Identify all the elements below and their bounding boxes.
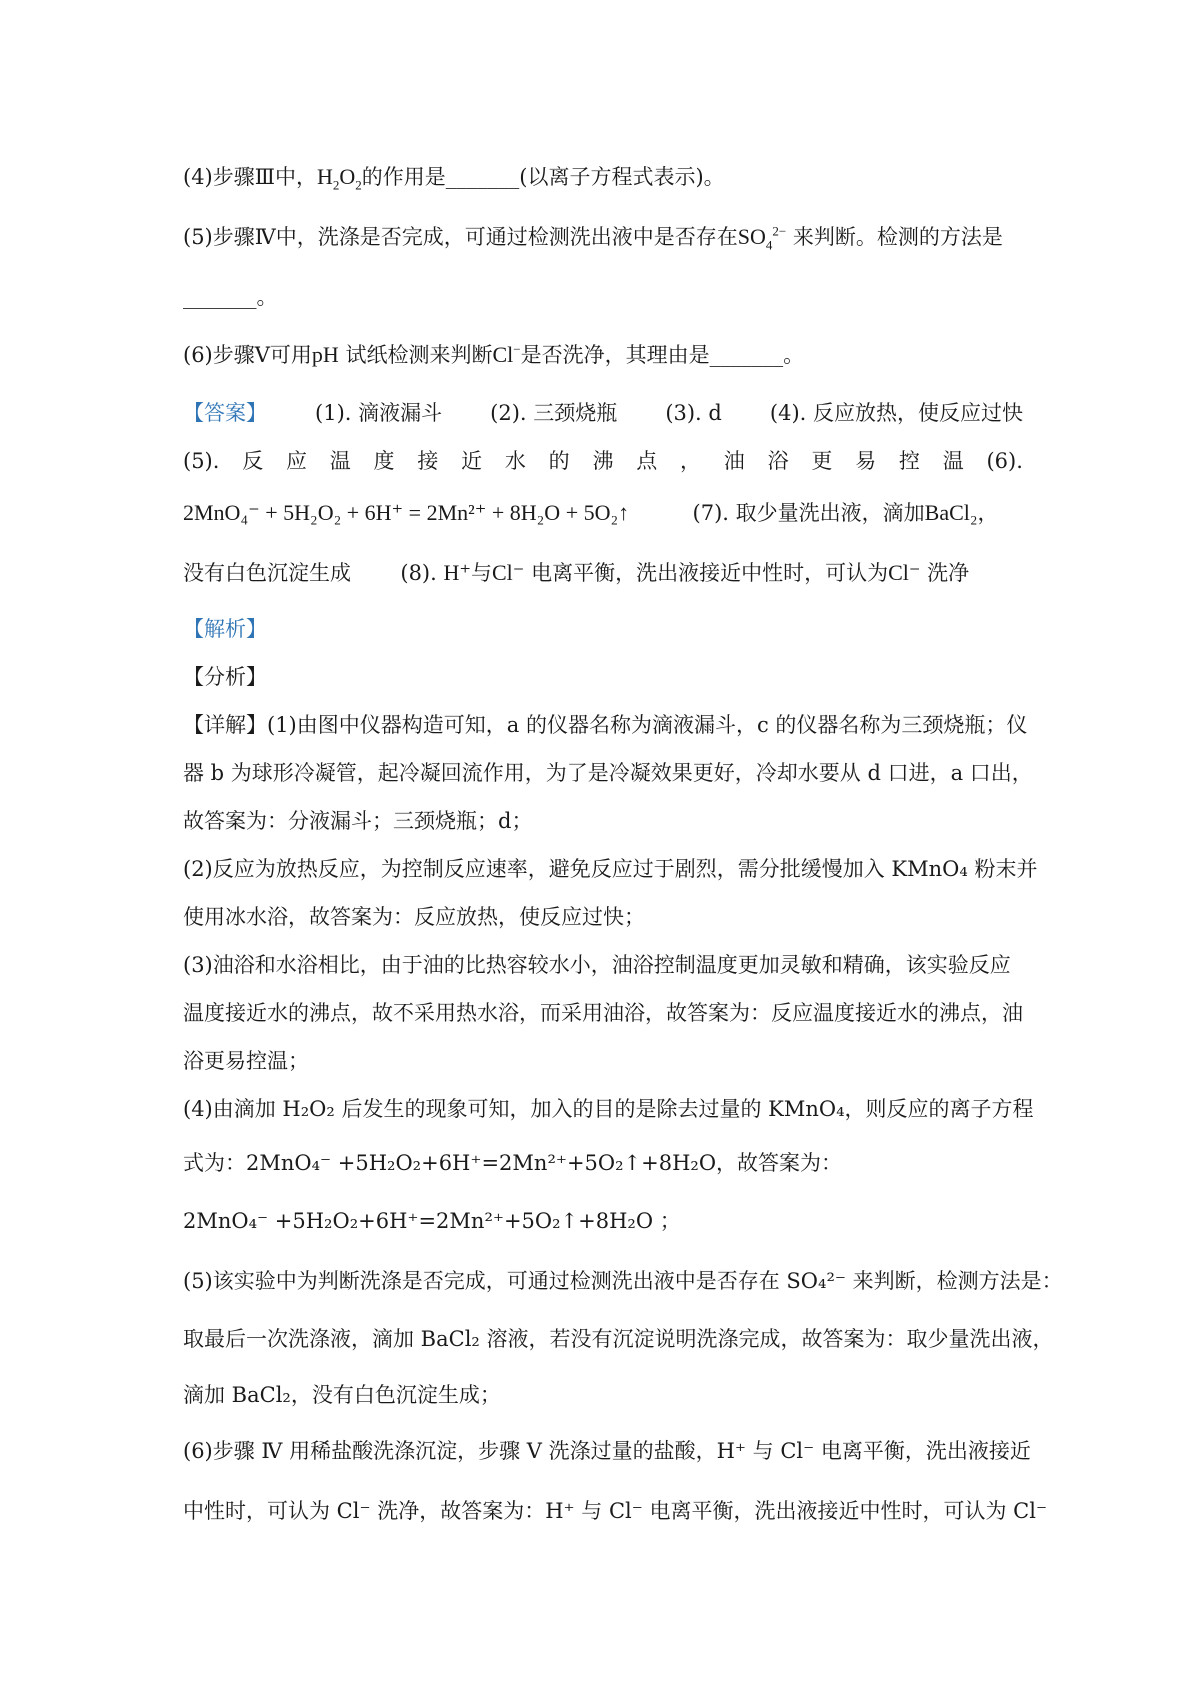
chloride-ion: Cl− <box>492 341 521 367</box>
question-4 <box>183 162 1023 192</box>
detail-5c: 滴加 BaCl₂，没有白色沉淀生成； <box>183 1383 501 1407</box>
detail-6b: 中性时，可认为 Cl⁻ 洗净，故答案为：H⁺ 与 Cl⁻ 电离平衡，洗出液接近中性时，可认为 Cl⁻ <box>183 1499 1048 1523</box>
answer-item-8: (8). <box>400 561 437 585</box>
answer-line3: 2MnO₄⁻ + 5H₂O₂ + 6H⁺ = 2Mn²⁺ + 8H₂O + 5O₂↑ (7). 取少量洗出液，滴加BaCl₂， <box>183 500 999 525</box>
q4-prefix: (4)步骤Ⅲ中， <box>183 165 317 189</box>
detail-4c: 2MnO₄⁻ +5H₂O₂+6H⁺=2Mn²⁺+5O₂↑+8H₂O ； <box>183 1209 681 1233</box>
ph-text: pH <box>311 342 339 367</box>
detail-2a: (2)反应为放热反应，为控制反应速率，避免反应过于剧烈，需分批缓慢加入 KMnO₄ 粉末并 <box>183 857 1038 881</box>
answer-line2-char: 接 <box>417 449 439 473</box>
question-6: (6)步骤Ⅴ可用pH 试纸检测来判断Cl−是否洗净，其理由是_______。 <box>183 341 805 367</box>
detail-5b: 取最后一次洗涤液，滴加 BaCl₂ 溶液，若没有沉淀说明洗涤完成，故答案为：取少量洗出液， <box>183 1327 1054 1351</box>
detail-4b: 式为：2MnO₄⁻ +5H₂O₂+6H⁺=2Mn²⁺+5O₂↑+8H₂O，故答案为： <box>183 1151 843 1175</box>
answer-line2-char: 浴 <box>767 449 789 473</box>
analysis-label: 【解析】 <box>183 617 267 641</box>
answer-line2-char: 油 <box>723 449 745 473</box>
detail-1b: 器 b 为球形冷凝管，起冷凝回流作用，为了是冷凝效果更好，冷却水要从 d 口进，a 口出， <box>183 761 1033 785</box>
answer-line2-char: 近 <box>461 449 483 473</box>
answer-line4: 没有白色沉淀生成 (8). H⁺与Cl⁻ 电离平衡，洗出液接近中性时，可认为Cl⁻ 洗净 <box>183 560 970 585</box>
detail-2b: 使用冰水浴，故答案为：反应放热，使反应过快； <box>183 905 645 929</box>
answer-item-2: (2). 三颈烧瓶 <box>490 401 618 425</box>
answer-line2-char: (5). <box>183 449 220 473</box>
detail-3b: 温度接近水的沸点，故不采用热水浴，而采用油浴，故答案为：反应温度接近水的沸点，油 <box>183 1001 1023 1025</box>
detail-3c: 浴更易控温； <box>183 1049 309 1073</box>
bacl2-formula: BaCl₂ <box>924 500 978 525</box>
answer-item-3: (3). d <box>665 401 722 425</box>
detail-6a: (6)步骤 Ⅳ 用稀盐酸洗涤沉淀，步骤 Ⅴ 洗涤过量的盐酸，H⁺ 与 Cl⁻ 电离平衡，洗出液接近 <box>183 1439 1031 1463</box>
fenxi-label: 【分析】 <box>183 665 267 689</box>
answer-line2-char: 控 <box>898 449 920 473</box>
detail-3a: (3)油浴和水浴相比，由于油的比热容较水小，油浴控制温度更加灵敏和精确，该实验反应 <box>183 953 1011 977</box>
answer-line2-char: 更 <box>811 449 833 473</box>
answer-line2-char: 点 <box>636 449 658 473</box>
answer-line2-char: 沸 <box>592 449 614 473</box>
question-5-line2: _______。 <box>183 285 278 309</box>
answer-label: 【答案】 <box>183 401 267 425</box>
answer-line2-char: 温 <box>329 449 351 473</box>
answer-line2-char: (6). <box>986 449 1023 473</box>
sulfate-ion: $SO_4^{2-}$ <box>737 223 787 253</box>
detail-4a: (4)由滴加 H₂O₂ 后发生的现象可知，加入的目的是除去过量的 KMnO₄，则反应的离子方程 <box>183 1097 1034 1121</box>
answer-item-4: (4). 反应放热，使反应过快 <box>769 401 1023 425</box>
answer-line1 <box>183 398 1023 428</box>
q4-suffix: 的作用是_______(以离子方程式表示)。 <box>361 165 725 189</box>
detail-1a: 【详解】(1)由图中仪器构造可知，a 的仪器名称为滴液漏斗，c 的仪器名称为三颈烧瓶；仪 <box>183 713 1028 737</box>
question-5-line1: (5)步骤Ⅳ中，洗涤是否完成，可通过检测洗出液中是否存在$SO_4^{2-}$ 来判断。检测的方法是 <box>183 223 1003 253</box>
answer-line2-char: 温 <box>942 449 964 473</box>
answer-line2-char: 应 <box>285 449 307 473</box>
answer-line2-char: 反 <box>242 449 264 473</box>
h2o2-formula: $H_2O_2$ <box>317 164 362 193</box>
answer-line2-char: 的 <box>548 449 570 473</box>
answer-line2-char: 易 <box>855 449 877 473</box>
answer-line2 <box>183 446 1023 476</box>
answer-line2-char: 水 <box>504 449 526 473</box>
answer-equation: 2MnO₄⁻ + 5H₂O₂ + 6H⁺ = 2Mn²⁺ + 8H₂O + 5O₂↑ <box>183 500 630 525</box>
answer-line2-char: 度 <box>373 449 395 473</box>
answer-item-1: (1). 滴液漏斗 <box>315 401 443 425</box>
detail-5a: (5)该实验中为判断洗涤是否完成，可通过检测洗出液中是否存在 SO₄²⁻ 来判断，检测方法是： <box>183 1269 1063 1293</box>
detail-1c: 故答案为：分液漏斗；三颈烧瓶；d； <box>183 809 533 833</box>
answer-item-7: (7). 取少量洗出液，滴加 <box>692 501 925 525</box>
answer-line2-char: ， <box>680 449 702 473</box>
